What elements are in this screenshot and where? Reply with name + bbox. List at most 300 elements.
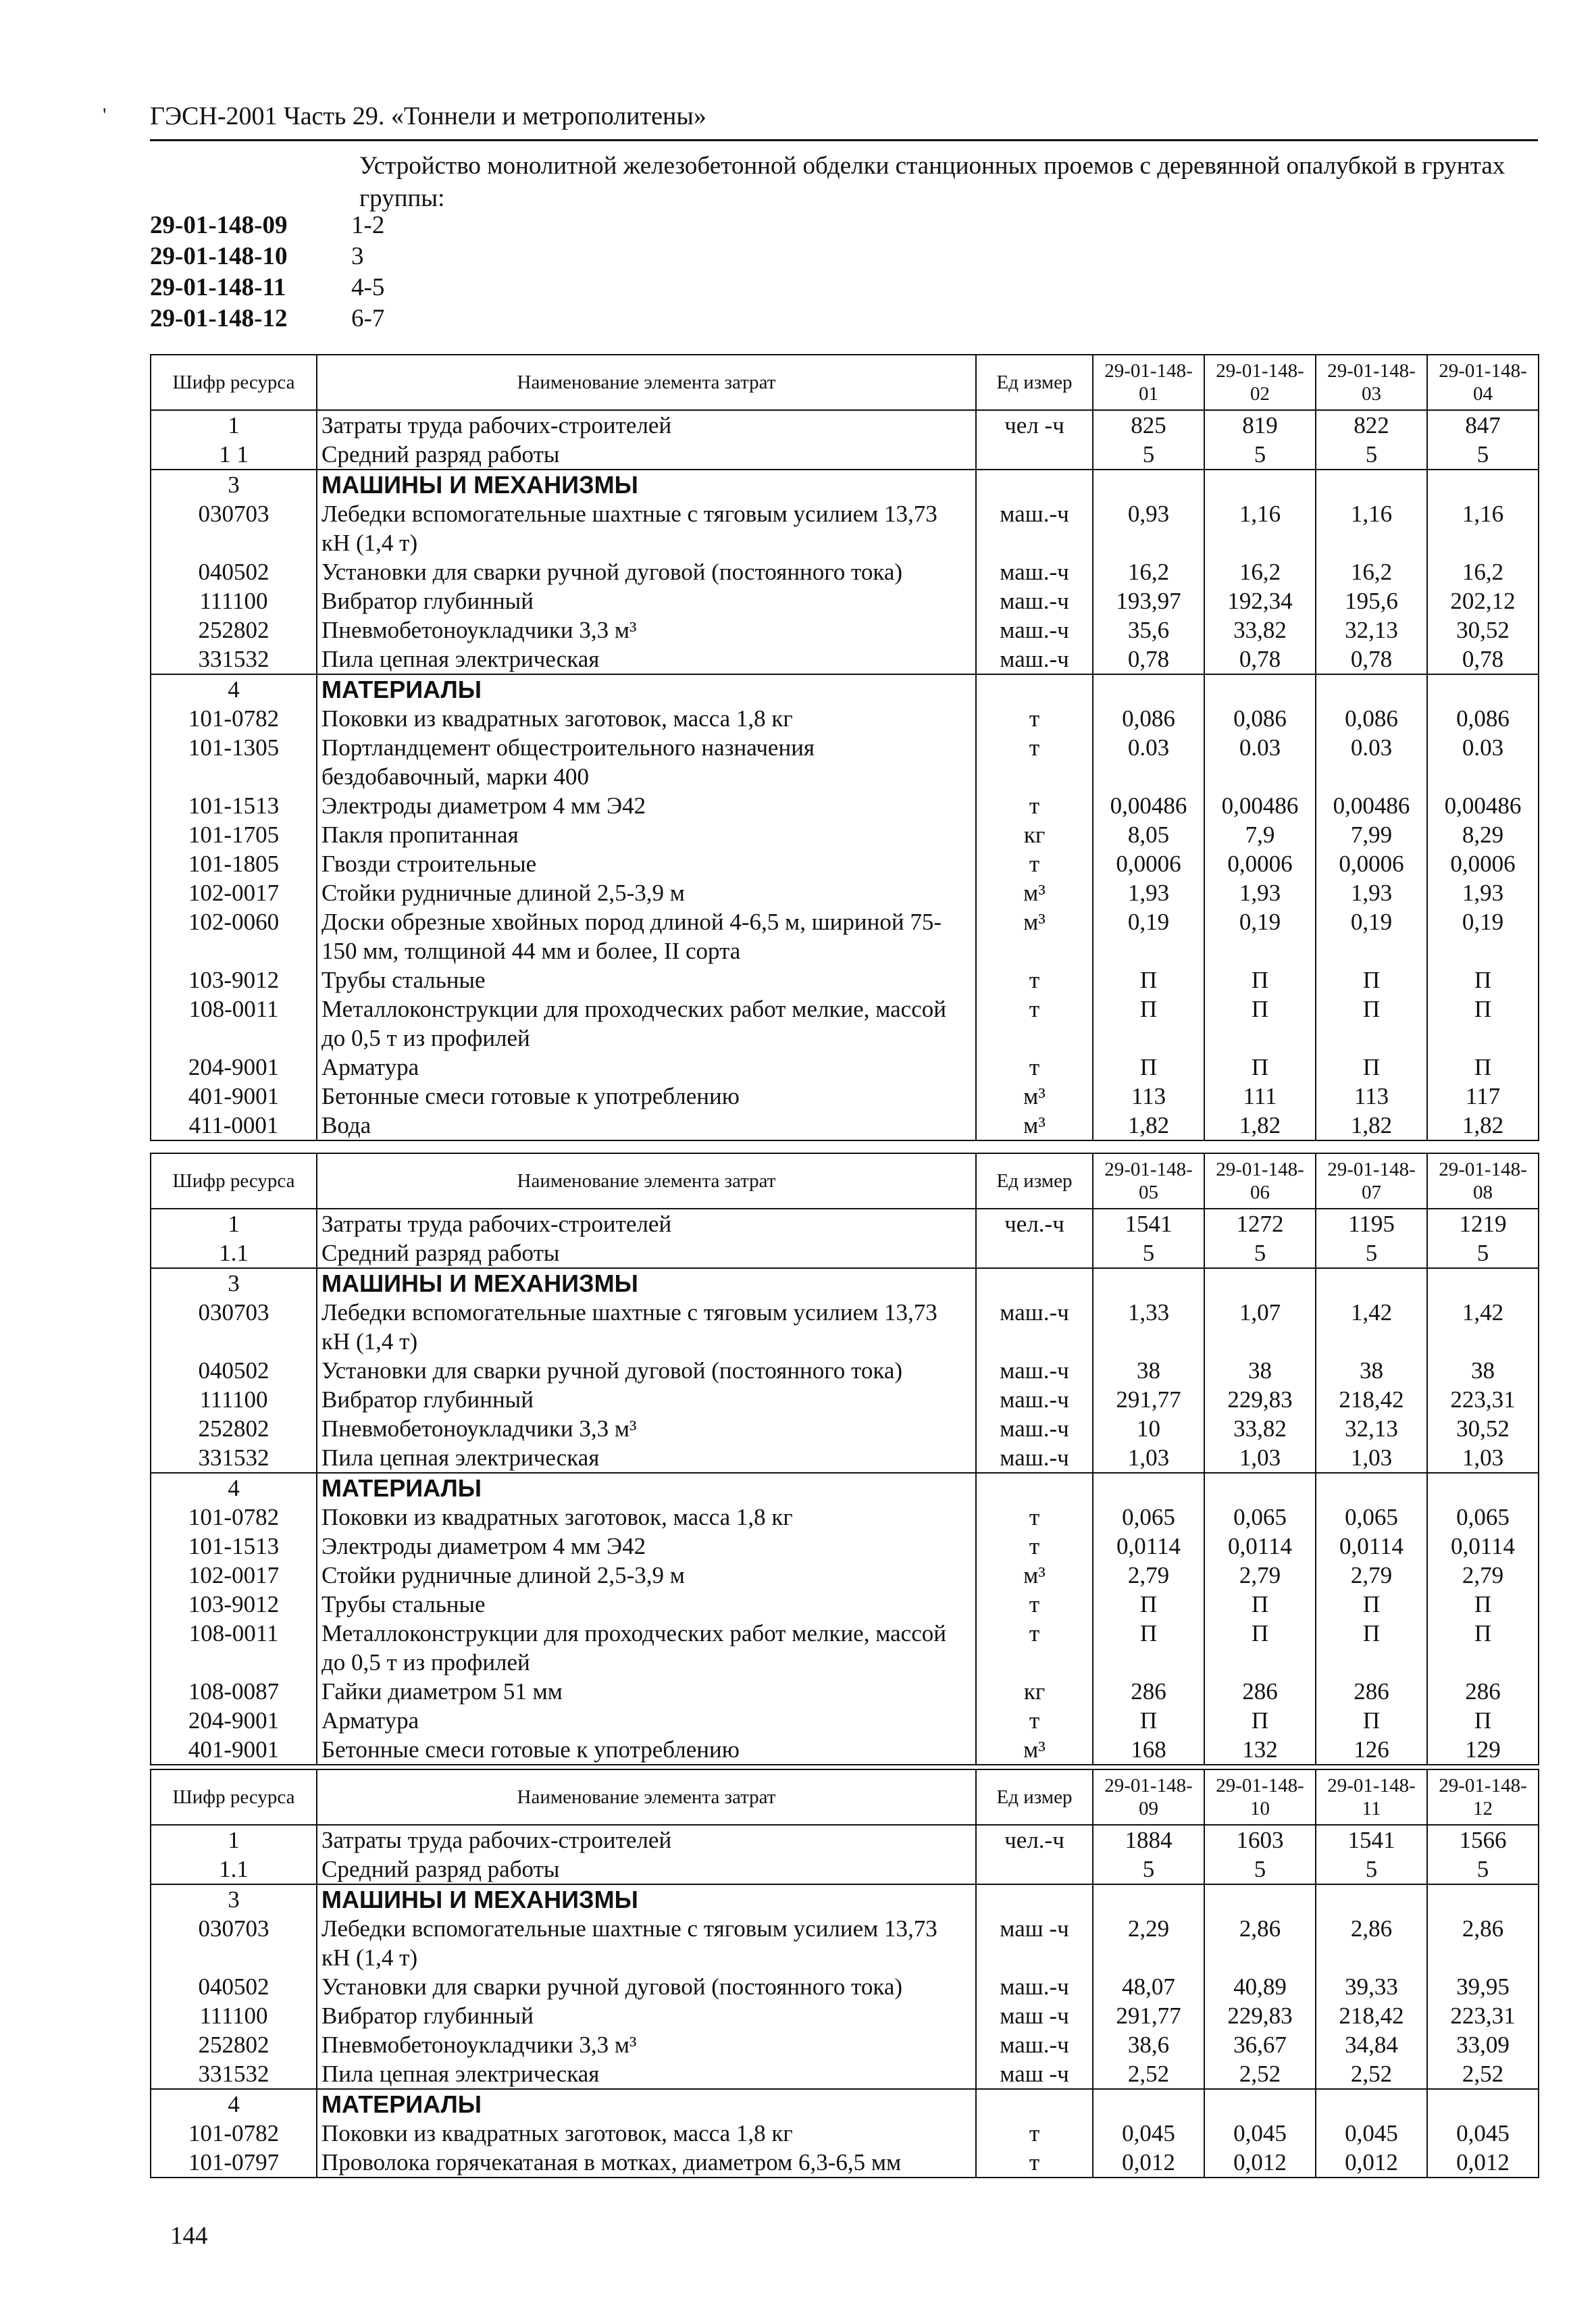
norm-value-cell: 5 xyxy=(1316,1238,1427,1268)
resource-code-cell: 030703 xyxy=(151,499,317,557)
norm-value-cell: 0,19 xyxy=(1316,907,1427,965)
norm-value-cell: П xyxy=(1093,965,1204,995)
cost-element-name-cell: Металлоконструкции для проходческих работ мелкие, массой до 0,5 т из профилей xyxy=(317,995,976,1053)
norm-value-cell: 0,0006 xyxy=(1316,849,1427,878)
norm-value-cell: 0,78 xyxy=(1093,645,1204,674)
norm-value-cell: 1,03 xyxy=(1204,1443,1316,1473)
cost-element-name-cell: Средний разряд работы xyxy=(317,440,976,470)
cost-element-name-cell: Бетонные смеси готовые к употреблению xyxy=(317,1735,976,1765)
resource-code-cell: 030703 xyxy=(151,1914,317,1972)
section-heading-cell: МАТЕРИАЛЫ xyxy=(317,674,976,704)
running-header xyxy=(103,101,1538,143)
norm-value-cell xyxy=(1427,470,1539,499)
cost-element-name-cell: Затраты труда рабочих-строителей xyxy=(317,410,976,440)
table-row xyxy=(151,733,1539,791)
cost-element-name-cell: Затраты труда рабочих-строителей xyxy=(317,1825,976,1855)
table-row xyxy=(151,1503,1539,1532)
unit-cell: т xyxy=(976,995,1093,1053)
norm-value-cell xyxy=(1204,1268,1316,1298)
norm-value-cell: 0,086 xyxy=(1316,704,1427,733)
section-heading-cell: МАШИНЫ И МЕХАНИЗМЫ xyxy=(317,1884,976,1914)
header-unit: Ед измер xyxy=(976,1153,1093,1209)
cost-element-name-cell: Вибратор глубинный xyxy=(317,1385,976,1414)
resource-code-cell: 101-0797 xyxy=(151,2148,317,2178)
resource-code-cell: 252802 xyxy=(151,2030,317,2059)
norm-value-cell: П xyxy=(1427,965,1539,995)
cost-element-name-cell: Металлоконструкции для проходческих работ мелкие, массой до 0,5 т из профилей xyxy=(317,1619,976,1677)
table-row xyxy=(151,1209,1539,1238)
table-row xyxy=(151,2148,1539,2178)
norm-value-cell: 0,045 xyxy=(1204,2119,1316,2148)
soil-group: 3 xyxy=(351,243,364,270)
header-unit: Ед измер xyxy=(976,1769,1093,1825)
norm-value-cell: 36,67 xyxy=(1204,2030,1316,2059)
unit-cell: т xyxy=(976,965,1093,995)
table-row xyxy=(151,586,1539,615)
norm-value-cell: 10 xyxy=(1093,1414,1204,1443)
norm-value-cell: 1,93 xyxy=(1204,878,1316,907)
norm-value-cell: 7,9 xyxy=(1204,820,1316,849)
norm-value-cell: 202,12 xyxy=(1427,586,1539,615)
resource-code-cell: 111100 xyxy=(151,2001,317,2030)
header-resource-code: Шифр ресурса xyxy=(151,1769,317,1825)
norm-value-cell: 2,79 xyxy=(1204,1561,1316,1590)
header-title: ГЭСН-2001 Часть 29. «Тоннели и метрополитены» xyxy=(150,102,706,130)
norm-value-cell: 286 xyxy=(1316,1677,1427,1706)
header-norm-column: 29-01-148-11 xyxy=(1316,1769,1427,1825)
norm-value-cell: 5 xyxy=(1093,440,1204,470)
header-norm-column: 29-01-148-03 xyxy=(1316,355,1427,410)
table-row xyxy=(151,878,1539,907)
cost-element-name-cell: Арматура xyxy=(317,1706,976,1735)
resource-code-cell: 108-0011 xyxy=(151,995,317,1053)
norm-value-cell: 1,42 xyxy=(1316,1298,1427,1356)
norm-value-cell: 33,82 xyxy=(1204,1414,1316,1443)
norm-value-cell: 30,52 xyxy=(1427,615,1539,645)
unit-cell: маш.-ч xyxy=(976,1972,1093,2001)
norm-value-cell: 0,086 xyxy=(1427,704,1539,733)
resource-code-cell: 040502 xyxy=(151,557,317,586)
table-row xyxy=(151,849,1539,878)
norm-value-cell: 195,6 xyxy=(1316,586,1427,615)
table-row xyxy=(151,965,1539,995)
norm-value-cell: 0.03 xyxy=(1427,733,1539,791)
table-row xyxy=(151,499,1539,557)
resource-code-cell: 103-9012 xyxy=(151,965,317,995)
norm-value-cell: 33,09 xyxy=(1427,2030,1539,2059)
cost-element-name-cell: Пакля пропитанная xyxy=(317,820,976,849)
unit-cell: т xyxy=(976,733,1093,791)
cost-element-name-cell: Бетонные смеси готовые к употреблению xyxy=(317,1082,976,1111)
norm-value-cell: 1,03 xyxy=(1427,1443,1539,1473)
norm-value-cell: 223,31 xyxy=(1427,2001,1539,2030)
unit-cell: т xyxy=(976,1590,1093,1619)
table-row xyxy=(151,1356,1539,1385)
norm-value-cell: 286 xyxy=(1093,1677,1204,1706)
norm-value-cell: 38 xyxy=(1427,1356,1539,1385)
norm-value-cell: 192,34 xyxy=(1204,586,1316,615)
unit-cell xyxy=(976,440,1093,470)
table-row xyxy=(151,1238,1539,1268)
table-row xyxy=(151,645,1539,674)
unit-cell xyxy=(976,1884,1093,1914)
section-heading-cell: МАТЕРИАЛЫ xyxy=(317,2089,976,2119)
resource-code-cell: 3 xyxy=(151,1268,317,1298)
cost-element-name-cell: Установки для сварки ручной дуговой (постоянного тока) xyxy=(317,1972,976,2001)
unit-cell: т xyxy=(976,1503,1093,1532)
cost-element-name-cell: Поковки из квадратных заготовок, масса 1,8 кг xyxy=(317,704,976,733)
resource-code-cell: 3 xyxy=(151,1884,317,1914)
norm-value-cell: 0,19 xyxy=(1093,907,1204,965)
resource-table-1 xyxy=(150,354,1539,1141)
cost-element-name-cell: Установки для сварки ручной дуговой (постоянного тока) xyxy=(317,557,976,586)
table-row xyxy=(151,2119,1539,2148)
norm-value-cell: 38 xyxy=(1204,1356,1316,1385)
resource-code-cell: 101-0782 xyxy=(151,2119,317,2148)
norm-value-cell: П xyxy=(1427,1053,1539,1082)
unit-cell: м³ xyxy=(976,1561,1093,1590)
norm-value-cell: 16,2 xyxy=(1093,557,1204,586)
norm-value-cell xyxy=(1427,674,1539,704)
cost-element-name-cell: Лебедки вспомогательные шахтные с тяговым усилием 13,73 кН (1,4 т) xyxy=(317,499,976,557)
norm-value-cell: 229,83 xyxy=(1204,2001,1316,2030)
resource-code-cell: 101-0782 xyxy=(151,704,317,733)
norm-value-cell: 223,31 xyxy=(1427,1385,1539,1414)
section-heading-row xyxy=(151,470,1539,499)
unit-cell: т xyxy=(976,1532,1093,1561)
table-row xyxy=(151,440,1539,470)
norm-value-cell: 5 xyxy=(1204,1238,1316,1268)
norm-value-cell: 2,52 xyxy=(1316,2059,1427,2089)
norm-value-cell: 286 xyxy=(1204,1677,1316,1706)
resource-code-cell: 101-1513 xyxy=(151,791,317,820)
norm-value-cell: 8,05 xyxy=(1093,820,1204,849)
norm-value-cell: 38,6 xyxy=(1093,2030,1204,2059)
norm-value-cell: 0,012 xyxy=(1204,2148,1316,2178)
norm-value-cell: 1,07 xyxy=(1204,1298,1316,1356)
cost-element-name-cell: Проволока горячекатаная в мотках, диаметром 6,3-6,5 мм xyxy=(317,2148,976,2178)
header-norm-column: 29-01-148-01 xyxy=(1093,355,1204,410)
table-row xyxy=(151,1298,1539,1356)
norm-value-cell: 2,52 xyxy=(1093,2059,1204,2089)
header-rule xyxy=(150,139,1538,141)
norm-value-cell: 0,012 xyxy=(1093,2148,1204,2178)
norm-value-cell: 132 xyxy=(1204,1735,1316,1765)
resource-code-cell: 204-9001 xyxy=(151,1053,317,1082)
norm-value-cell: 0,065 xyxy=(1093,1503,1204,1532)
table-row xyxy=(151,1706,1539,1735)
norm-value-cell: 0.03 xyxy=(1204,733,1316,791)
norm-value-cell: П xyxy=(1093,1619,1204,1677)
table-row xyxy=(151,1677,1539,1706)
resource-code-cell: 3 xyxy=(151,470,317,499)
norm-value-cell: П xyxy=(1204,1619,1316,1677)
header-cost-element-name: Наименование элемента затрат xyxy=(317,1769,976,1825)
norm-value-cell: П xyxy=(1316,1053,1427,1082)
resource-code-cell: 101-0782 xyxy=(151,1503,317,1532)
cost-element-name-cell: Вода xyxy=(317,1111,976,1140)
resource-code-cell: 101-1305 xyxy=(151,733,317,791)
norm-value-cell: 16,2 xyxy=(1204,557,1316,586)
unit-cell: чел -ч xyxy=(976,410,1093,440)
header-norm-column: 29-01-148-04 xyxy=(1427,355,1539,410)
table-row xyxy=(151,704,1539,733)
norm-value-cell: 291,77 xyxy=(1093,2001,1204,2030)
norm-value-cell: 0,00486 xyxy=(1316,791,1427,820)
norm-value-cell: 0.03 xyxy=(1316,733,1427,791)
norm-value-cell: 1219 xyxy=(1427,1209,1539,1238)
cost-element-name-cell: Лебедки вспомогательные шахтные с тяговым усилием 13,73 кН (1,4 т) xyxy=(317,1914,976,1972)
unit-cell: маш.-ч xyxy=(976,1385,1093,1414)
resource-table-3 xyxy=(150,1769,1539,2178)
resource-code-cell: 1.1 xyxy=(151,1238,317,1268)
norm-code: 29-01-148-10 xyxy=(150,243,288,270)
norm-value-cell: 825 xyxy=(1093,410,1204,440)
unit-cell: чел.-ч xyxy=(976,1825,1093,1855)
unit-cell: кг xyxy=(976,1677,1093,1706)
norm-value-cell: 0,0114 xyxy=(1204,1532,1316,1561)
resource-code-cell: 252802 xyxy=(151,615,317,645)
section-heading-cell: МАШИНЫ И МЕХАНИЗМЫ xyxy=(317,470,976,499)
norm-value-cell: П xyxy=(1316,1619,1427,1677)
norm-value-cell: 1,82 xyxy=(1204,1111,1316,1140)
unit-cell xyxy=(976,2089,1093,2119)
header-norm-column: 29-01-148-12 xyxy=(1427,1769,1539,1825)
norm-value-cell: 117 xyxy=(1427,1082,1539,1111)
header-resource-code: Шифр ресурса xyxy=(151,355,317,410)
norm-value-cell: 2,79 xyxy=(1316,1561,1427,1590)
norm-value-cell: 1,42 xyxy=(1427,1298,1539,1356)
unit-cell: м³ xyxy=(976,878,1093,907)
table-row xyxy=(151,1735,1539,1765)
resource-code-cell: 1 1 xyxy=(151,440,317,470)
norm-value-cell: 218,42 xyxy=(1316,2001,1427,2030)
cost-element-name-cell: Затраты труда рабочих-строителей xyxy=(317,1209,976,1238)
table-row xyxy=(151,1111,1539,1140)
norm-value-cell: 35,6 xyxy=(1093,615,1204,645)
norm-value-cell: 1566 xyxy=(1427,1825,1539,1855)
norm-value-cell xyxy=(1204,470,1316,499)
norm-value-cell: 2,86 xyxy=(1316,1914,1427,1972)
table-row xyxy=(151,1532,1539,1561)
resource-code-cell: 101-1705 xyxy=(151,820,317,849)
unit-cell: т xyxy=(976,849,1093,878)
norm-value-cell: 1,03 xyxy=(1093,1443,1204,1473)
norm-value-cell: 1541 xyxy=(1093,1209,1204,1238)
table-row xyxy=(151,2001,1539,2030)
norm-value-cell xyxy=(1316,470,1427,499)
norm-value-cell: 1,82 xyxy=(1427,1111,1539,1140)
norm-value-cell: 0,00486 xyxy=(1093,791,1204,820)
norm-value-cell xyxy=(1316,2089,1427,2119)
norm-value-cell: 0,0114 xyxy=(1316,1532,1427,1561)
unit-cell: маш.-ч xyxy=(976,1298,1093,1356)
norm-value-cell: 168 xyxy=(1093,1735,1204,1765)
norm-value-cell: 16,2 xyxy=(1427,557,1539,586)
header-cost-element-name: Наименование элемента затрат xyxy=(317,1153,976,1209)
unit-cell: м³ xyxy=(976,1735,1093,1765)
table-row xyxy=(151,820,1539,849)
norm-value-cell: 0,045 xyxy=(1093,2119,1204,2148)
norm-value-cell xyxy=(1093,2089,1204,2119)
resource-table-2 xyxy=(150,1153,1539,1765)
norm-value-cell: 5 xyxy=(1093,1238,1204,1268)
header-mark: ' xyxy=(103,104,107,126)
cost-element-name-cell: Портландцемент общестроительного назначения бездобавочный, марки 400 xyxy=(317,733,976,791)
norm-value-cell: 0,0006 xyxy=(1093,849,1204,878)
norm-value-cell: 32,13 xyxy=(1316,1414,1427,1443)
norm-value-cell: 2,86 xyxy=(1204,1914,1316,1972)
cost-element-name-cell: Установки для сварки ручной дуговой (постоянного тока) xyxy=(317,1356,976,1385)
norm-value-cell: П xyxy=(1427,1706,1539,1735)
table-row xyxy=(151,1082,1539,1111)
unit-cell: маш -ч xyxy=(976,2001,1093,2030)
norm-value-cell: П xyxy=(1204,1053,1316,1082)
norm-value-cell: 1,93 xyxy=(1427,878,1539,907)
norm-value-cell: 2,52 xyxy=(1204,2059,1316,2089)
norm-value-cell: П xyxy=(1204,1706,1316,1735)
norm-value-cell: 1,82 xyxy=(1093,1111,1204,1140)
section-heading-row xyxy=(151,1268,1539,1298)
norm-value-cell: 0,00486 xyxy=(1204,791,1316,820)
norm-value-cell: 0,0006 xyxy=(1204,849,1316,878)
table-row xyxy=(151,1855,1539,1884)
norm-value-cell: 0,19 xyxy=(1204,907,1316,965)
unit-cell: т xyxy=(976,1619,1093,1677)
norm-value-cell: 0,78 xyxy=(1204,645,1316,674)
norm-value-cell: П xyxy=(1093,995,1204,1053)
norm-value-cell: 1272 xyxy=(1204,1209,1316,1238)
norm-value-cell: 2,79 xyxy=(1093,1561,1204,1590)
norm-value-cell xyxy=(1093,1884,1204,1914)
norm-value-cell: 126 xyxy=(1316,1735,1427,1765)
norm-value-cell: 2,86 xyxy=(1427,1914,1539,1972)
unit-cell: т xyxy=(976,2119,1093,2148)
norm-value-cell xyxy=(1427,1884,1539,1914)
table-row xyxy=(151,1385,1539,1414)
cost-element-name-cell: Средний разряд работы xyxy=(317,1855,976,1884)
norm-value-cell: 0,19 xyxy=(1427,907,1539,965)
norm-value-cell: 0,086 xyxy=(1093,704,1204,733)
norm-value-cell: 40,89 xyxy=(1204,1972,1316,2001)
section-title: Устройство монолитной железобетонной обделки станционных проемов с деревянной опалубкой в грунтах группы: xyxy=(359,152,1505,212)
cost-element-name-cell: Стойки рудничные длиной 2,5-3,9 м xyxy=(317,878,976,907)
section-heading-cell: МАТЕРИАЛЫ xyxy=(317,1473,976,1503)
resource-code-cell: 1 xyxy=(151,1209,317,1238)
norm-value-cell: 291,77 xyxy=(1093,1385,1204,1414)
header-norm-column: 29-01-148-07 xyxy=(1316,1153,1427,1209)
header-resource-code: Шифр ресурса xyxy=(151,1153,317,1209)
norm-value-cell: 113 xyxy=(1316,1082,1427,1111)
norm-value-cell: 34,84 xyxy=(1316,2030,1427,2059)
norm-value-cell: 1,33 xyxy=(1093,1298,1204,1356)
norm-value-cell: 39,33 xyxy=(1316,1972,1427,2001)
norm-value-cell: 0,0114 xyxy=(1427,1532,1539,1561)
norm-value-cell: 2,79 xyxy=(1427,1561,1539,1590)
norm-value-cell xyxy=(1316,1884,1427,1914)
norm-value-cell: П xyxy=(1204,995,1316,1053)
norm-value-cell: 0,0114 xyxy=(1093,1532,1204,1561)
header-norm-column: 29-01-148-06 xyxy=(1204,1153,1316,1209)
norm-value-cell xyxy=(1316,674,1427,704)
table-row xyxy=(151,1914,1539,1972)
norm-value-cell: 1,16 xyxy=(1427,499,1539,557)
unit-cell: кг xyxy=(976,820,1093,849)
cost-element-name-cell: Стойки рудничные длиной 2,5-3,9 м xyxy=(317,1561,976,1590)
norm-value-cell: П xyxy=(1093,1706,1204,1735)
norm-value-cell: 0,086 xyxy=(1204,704,1316,733)
norm-value-cell: 111 xyxy=(1204,1082,1316,1111)
cost-element-name-cell: Электроды диаметром 4 мм Э42 xyxy=(317,1532,976,1561)
cost-element-name-cell: Пневмобетоноукладчики 3,3 м³ xyxy=(317,1414,976,1443)
resource-code-cell: 4 xyxy=(151,2089,317,2119)
norm-value-cell xyxy=(1427,1268,1539,1298)
norm-value-cell: 0,045 xyxy=(1427,2119,1539,2148)
norm-value-cell: П xyxy=(1316,965,1427,995)
resource-code-cell: 1 xyxy=(151,1825,317,1855)
norm-value-cell: 5 xyxy=(1316,440,1427,470)
norm-value-cell xyxy=(1204,1473,1316,1503)
header-norm-column: 29-01-148-02 xyxy=(1204,355,1316,410)
norm-value-cell: 0,065 xyxy=(1316,1503,1427,1532)
norm-value-cell xyxy=(1204,2089,1316,2119)
norm-value-cell: 229,83 xyxy=(1204,1385,1316,1414)
norm-value-cell: 847 xyxy=(1427,410,1539,440)
unit-cell: т xyxy=(976,1706,1093,1735)
section-heading-row xyxy=(151,1473,1539,1503)
norm-value-cell: 48,07 xyxy=(1093,1972,1204,2001)
unit-cell: маш.-ч xyxy=(976,1414,1093,1443)
header-cost-element-name: Наименование элемента затрат xyxy=(317,355,976,410)
soil-group: 6-7 xyxy=(351,305,385,332)
norm-value-cell: 0,0006 xyxy=(1427,849,1539,878)
table-row xyxy=(151,557,1539,586)
cost-element-name-cell: Пневмобетоноукладчики 3,3 м³ xyxy=(317,2030,976,2059)
norm-value-cell: П xyxy=(1316,1706,1427,1735)
cost-element-name-cell: Лебедки вспомогательные шахтные с тяговым усилием 13,73 кН (1,4 т) xyxy=(317,1298,976,1356)
cost-element-name-cell: Пила цепная электрическая xyxy=(317,1443,976,1473)
norm-value-cell xyxy=(1316,1268,1427,1298)
page-number: 144 xyxy=(170,2222,208,2250)
section-heading-row xyxy=(151,2089,1539,2119)
resource-code-cell: 030703 xyxy=(151,1298,317,1356)
resource-code-cell: 111100 xyxy=(151,586,317,615)
norm-value-cell: 1,93 xyxy=(1093,878,1204,907)
table-row xyxy=(151,1053,1539,1082)
resource-code-cell: 252802 xyxy=(151,1414,317,1443)
resource-code-cell: 1 xyxy=(151,410,317,440)
norm-value-cell: 0,00486 xyxy=(1427,791,1539,820)
norm-value-cell: 5 xyxy=(1093,1855,1204,1884)
resource-code-cell: 411-0001 xyxy=(151,1111,317,1140)
norm-value-cell xyxy=(1093,470,1204,499)
norm-code: 29-01-148-12 xyxy=(150,305,288,332)
norm-value-cell: 5 xyxy=(1427,440,1539,470)
norm-code: 29-01-148-11 xyxy=(150,274,286,301)
cost-element-name-cell: Средний разряд работы xyxy=(317,1238,976,1268)
norm-value-cell: 5 xyxy=(1427,1238,1539,1268)
unit-cell: маш.-ч xyxy=(976,557,1093,586)
table-row xyxy=(151,995,1539,1053)
resource-code-cell: 331532 xyxy=(151,1443,317,1473)
resource-code-cell: 331532 xyxy=(151,645,317,674)
resource-code-cell: 1.1 xyxy=(151,1855,317,1884)
resource-code-cell: 204-9001 xyxy=(151,1706,317,1735)
norm-value-cell: 33,82 xyxy=(1204,615,1316,645)
norm-value-cell: 5 xyxy=(1427,1855,1539,1884)
norm-value-cell: 1,16 xyxy=(1316,499,1427,557)
norm-value-cell: 8,29 xyxy=(1427,820,1539,849)
